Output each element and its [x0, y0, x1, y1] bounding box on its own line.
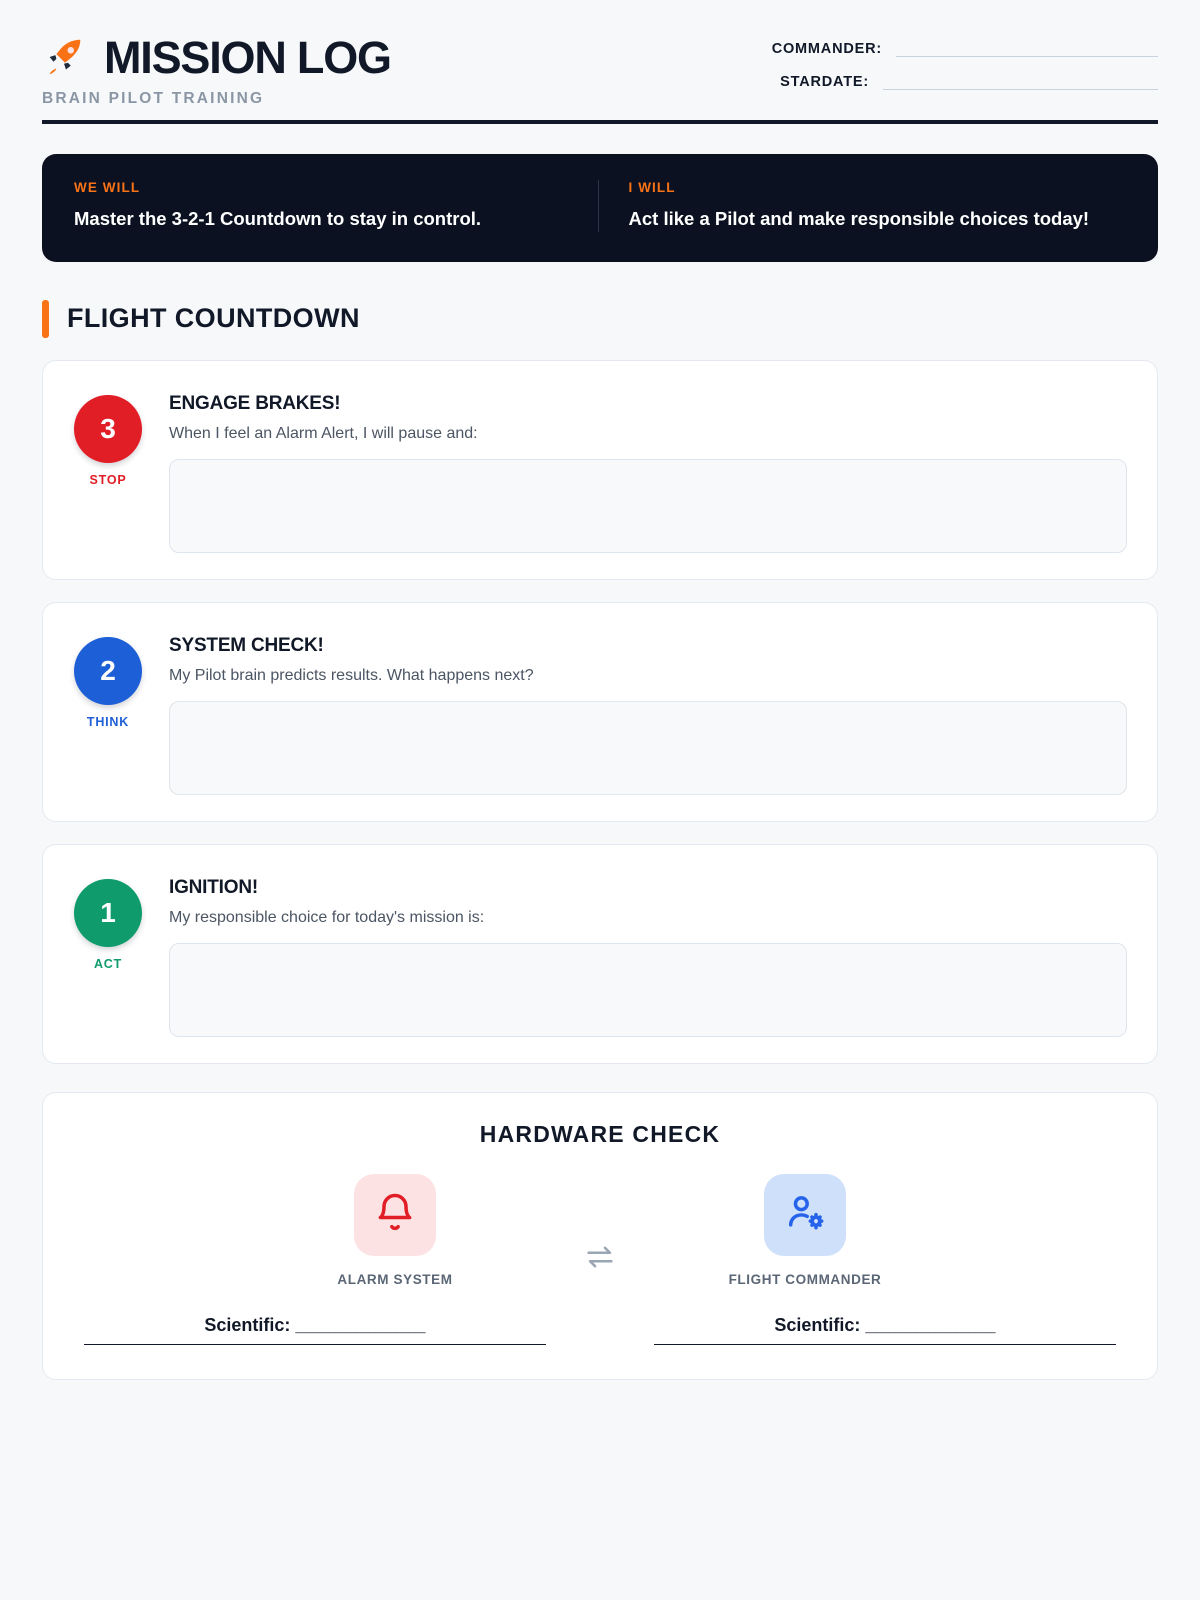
- i-will-block: [598, 180, 1127, 232]
- alarm-system-label: ALARM SYSTEM: [337, 1271, 453, 1287]
- step-body: [169, 869, 1127, 1037]
- hardware-check-section: [42, 1092, 1158, 1380]
- section-header: [42, 300, 1158, 338]
- i-will-kicker: I WILL: [628, 180, 676, 195]
- step-title: IGNITION!: [169, 876, 258, 898]
- step-body: [169, 627, 1127, 795]
- section-accent-bar: [42, 300, 49, 338]
- i-will-text: Act like a Pilot and make responsible choices today!: [628, 208, 1090, 229]
- header-fields: [772, 34, 1158, 106]
- step-number-badge: 2: [74, 637, 142, 705]
- alarm-system-party: [245, 1174, 545, 1287]
- signature-row: [73, 1315, 1127, 1345]
- commander-label: COMMANDER:: [771, 41, 882, 57]
- stardate-label: STARDATE:: [780, 74, 869, 90]
- we-will-block: [74, 180, 598, 232]
- step-answer-input[interactable]: [169, 459, 1127, 553]
- step-title: ENGAGE BRAKES!: [169, 392, 341, 414]
- step-badge-column: [73, 385, 143, 553]
- step-number-badge: 3: [74, 395, 142, 463]
- flight-commander-label: FLIGHT COMMANDER: [728, 1271, 882, 1287]
- objective-banner: [42, 154, 1158, 262]
- step-title: SYSTEM CHECK!: [169, 634, 324, 656]
- stardate-input[interactable]: [883, 73, 1158, 90]
- user-gear-icon: [783, 1190, 827, 1239]
- step-prompt: When I feel an Alarm Alert, I will pause and:: [169, 424, 478, 442]
- step-body: [169, 385, 1127, 553]
- brand-top: [42, 31, 391, 83]
- hardware-check-title: HARDWARE CHECK: [479, 1120, 721, 1147]
- alarm-signature-line[interactable]: Scientific: _____________: [84, 1315, 546, 1345]
- bell-tile: [354, 1174, 436, 1256]
- hardware-check-parties: [73, 1174, 1127, 1287]
- page-title: MISSION LOG: [104, 31, 391, 83]
- step-prompt: My Pilot brain predicts results. What happens next?: [169, 666, 534, 684]
- commander-input[interactable]: [896, 40, 1158, 57]
- step-answer-input[interactable]: [169, 943, 1127, 1037]
- user-gear-tile: [764, 1174, 846, 1256]
- commander-field-row: [772, 40, 1158, 57]
- step-card: [42, 844, 1158, 1064]
- step-number-badge: 1: [74, 879, 142, 947]
- countdown-steps: [42, 360, 1158, 1064]
- flight-commander-party: [655, 1174, 955, 1287]
- step-badge-column: [73, 627, 143, 795]
- stardate-field-row: [772, 73, 1158, 90]
- we-will-kicker: WE WILL: [74, 180, 141, 195]
- page-header: [42, 0, 1158, 124]
- brand-block: [42, 31, 391, 108]
- step-card: [42, 360, 1158, 580]
- bell-icon: [373, 1190, 417, 1239]
- step-badge-column: [73, 869, 143, 1037]
- commander-signature-line[interactable]: Scientific: _____________: [654, 1315, 1116, 1345]
- step-keyword: STOP: [89, 472, 127, 487]
- step-prompt: My responsible choice for today's mission is:: [169, 908, 485, 926]
- step-card: [42, 602, 1158, 822]
- section-title: FLIGHT COUNTDOWN: [67, 303, 360, 334]
- page-subtitle: BRAIN PILOT TRAINING: [42, 90, 265, 107]
- swap-arrows-icon: [545, 1174, 655, 1274]
- step-keyword: THINK: [86, 714, 130, 729]
- we-will-text: Master the 3-2-1 Countdown to stay in control.: [74, 208, 482, 229]
- rocket-icon: [42, 34, 88, 80]
- step-answer-input[interactable]: [169, 701, 1127, 795]
- step-keyword: ACT: [93, 956, 123, 971]
